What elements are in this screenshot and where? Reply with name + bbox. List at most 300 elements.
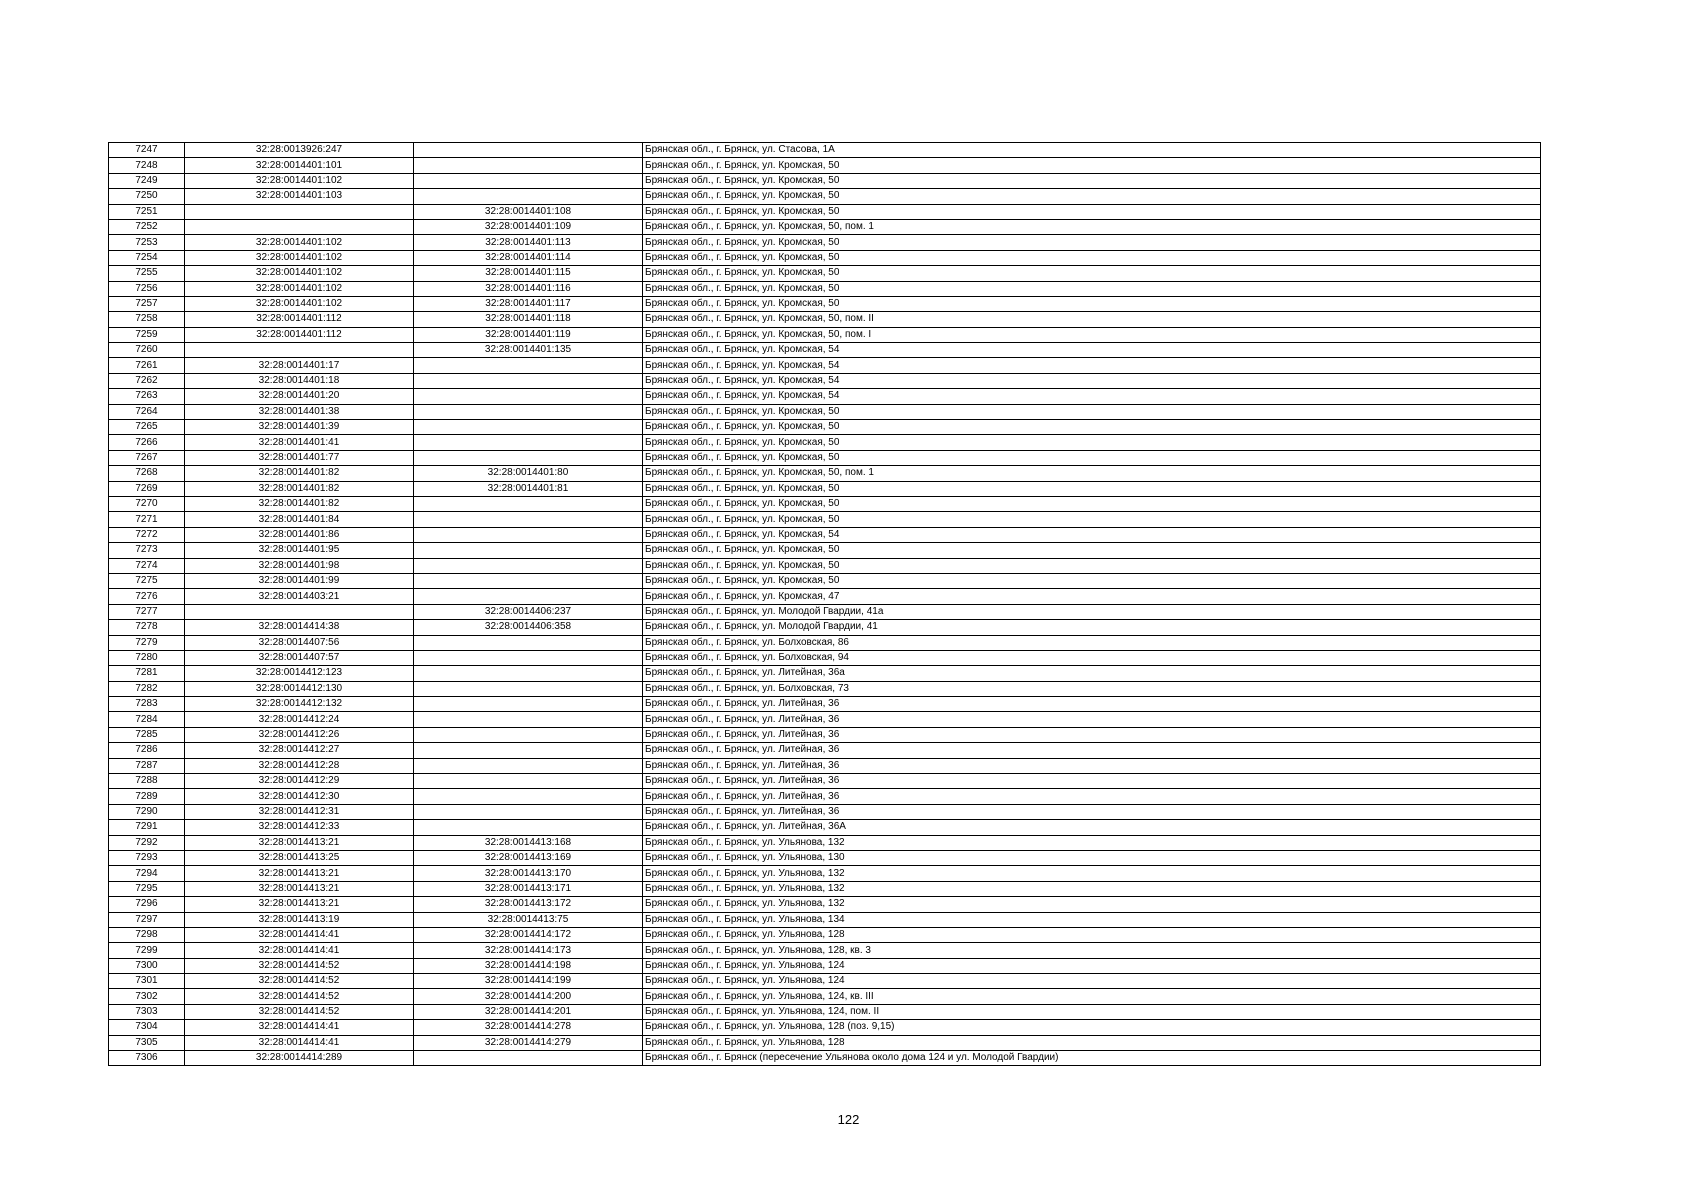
related-cadastral-number-cell xyxy=(414,435,643,450)
cadastral-number-cell: 32:28:0014401:41 xyxy=(185,435,414,450)
row-number-cell: 7269 xyxy=(109,481,185,496)
related-cadastral-number-cell: 32:28:0014401:119 xyxy=(414,327,643,342)
related-cadastral-number-cell xyxy=(414,373,643,388)
cadastral-number-cell: 32:28:0014403:21 xyxy=(185,589,414,604)
table-row xyxy=(109,496,1541,511)
row-number-cell: 7274 xyxy=(109,558,185,573)
row-number-cell: 7252 xyxy=(109,219,185,234)
address-cell: Брянская обл., г. Брянск, ул. Литейная, 36 xyxy=(643,727,1541,742)
table-row xyxy=(109,404,1541,419)
related-cadastral-number-cell xyxy=(414,420,643,435)
row-number-cell: 7306 xyxy=(109,1051,185,1066)
related-cadastral-number-cell xyxy=(414,143,643,158)
address-cell: Брянская обл., г. Брянск, ул. Ульянова, 124 xyxy=(643,974,1541,989)
table-row xyxy=(109,281,1541,296)
table-row xyxy=(109,573,1541,588)
address-cell: Брянская обл., г. Брянск, ул. Кромская, 54 xyxy=(643,343,1541,358)
cadastral-number-cell: 32:28:0014407:57 xyxy=(185,650,414,665)
table-row xyxy=(109,466,1541,481)
row-number-cell: 7285 xyxy=(109,727,185,742)
related-cadastral-number-cell: 32:28:0014401:117 xyxy=(414,296,643,311)
address-cell: Брянская обл., г. Брянск, ул. Кромская, 54 xyxy=(643,527,1541,542)
row-number-cell: 7282 xyxy=(109,681,185,696)
table-row xyxy=(109,820,1541,835)
table-row xyxy=(109,681,1541,696)
related-cadastral-number-cell xyxy=(414,758,643,773)
cadastral-number-cell: 32:28:0014401:102 xyxy=(185,281,414,296)
table-row xyxy=(109,943,1541,958)
related-cadastral-number-cell xyxy=(414,804,643,819)
row-number-cell: 7300 xyxy=(109,958,185,973)
table-row xyxy=(109,343,1541,358)
cadastral-number-cell: 32:28:0014401:86 xyxy=(185,527,414,542)
related-cadastral-number-cell: 32:28:0014401:116 xyxy=(414,281,643,296)
cadastral-number-cell: 32:28:0014401:39 xyxy=(185,420,414,435)
cadastral-number-cell: 32:28:0014401:103 xyxy=(185,189,414,204)
related-cadastral-number-cell xyxy=(414,666,643,681)
row-number-cell: 7286 xyxy=(109,743,185,758)
table-row xyxy=(109,219,1541,234)
address-cell: Брянская обл., г. Брянск (пересечение Ульянова около дома 124 и ул. Молодой Гвардии) xyxy=(643,1051,1541,1066)
row-number-cell: 7281 xyxy=(109,666,185,681)
row-number-cell: 7292 xyxy=(109,835,185,850)
cadastral-number-cell: 32:28:0014414:52 xyxy=(185,958,414,973)
address-cell: Брянская обл., г. Брянск, ул. Болховская, 94 xyxy=(643,650,1541,665)
table-row xyxy=(109,758,1541,773)
table-row xyxy=(109,743,1541,758)
cadastral-number-cell: 32:28:0014401:102 xyxy=(185,296,414,311)
row-number-cell: 7276 xyxy=(109,589,185,604)
cadastral-number-cell: 32:28:0014412:33 xyxy=(185,820,414,835)
table-row xyxy=(109,635,1541,650)
related-cadastral-number-cell xyxy=(414,681,643,696)
table-row xyxy=(109,866,1541,881)
related-cadastral-number-cell xyxy=(414,820,643,835)
table-row xyxy=(109,204,1541,219)
row-number-cell: 7255 xyxy=(109,266,185,281)
table-row xyxy=(109,650,1541,665)
row-number-cell: 7247 xyxy=(109,143,185,158)
row-number-cell: 7283 xyxy=(109,697,185,712)
table-row xyxy=(109,958,1541,973)
address-cell: Брянская обл., г. Брянск, ул. Молодой Гвардии, 41 xyxy=(643,620,1541,635)
cadastral-number-cell: 32:28:0014414:41 xyxy=(185,927,414,942)
row-number-cell: 7262 xyxy=(109,373,185,388)
cadastral-number-cell: 32:28:0014414:52 xyxy=(185,974,414,989)
address-cell: Брянская обл., г. Брянск, ул. Литейная, 36а xyxy=(643,666,1541,681)
cadastral-number-cell: 32:28:0014414:289 xyxy=(185,1051,414,1066)
related-cadastral-number-cell xyxy=(414,712,643,727)
related-cadastral-number-cell xyxy=(414,189,643,204)
related-cadastral-number-cell: 32:28:0014414:172 xyxy=(414,927,643,942)
cadastral-number-cell: 32:28:0014412:29 xyxy=(185,774,414,789)
address-cell: Брянская обл., г. Брянск, ул. Литейная, 36А xyxy=(643,820,1541,835)
row-number-cell: 7250 xyxy=(109,189,185,204)
address-cell: Брянская обл., г. Брянск, ул. Кромская, 50 xyxy=(643,235,1541,250)
cadastral-number-cell: 32:28:0014401:101 xyxy=(185,158,414,173)
address-cell: Брянская обл., г. Брянск, ул. Кромская, 50 xyxy=(643,450,1541,465)
table-row xyxy=(109,1051,1541,1066)
row-number-cell: 7284 xyxy=(109,712,185,727)
table-row xyxy=(109,850,1541,865)
table-row xyxy=(109,697,1541,712)
cadastral-number-cell: 32:28:0014412:27 xyxy=(185,743,414,758)
table-row xyxy=(109,927,1541,942)
cadastral-number-cell: 32:28:0014414:41 xyxy=(185,943,414,958)
address-cell: Брянская обл., г. Брянск, ул. Ульянова, 134 xyxy=(643,912,1541,927)
cadastral-number-cell: 32:28:0014413:19 xyxy=(185,912,414,927)
related-cadastral-number-cell xyxy=(414,589,643,604)
address-cell: Брянская обл., г. Брянск, ул. Кромская, 50, пом. II xyxy=(643,312,1541,327)
related-cadastral-number-cell xyxy=(414,743,643,758)
table-row xyxy=(109,881,1541,896)
row-number-cell: 7277 xyxy=(109,604,185,619)
cadastral-number-cell: 32:28:0014412:30 xyxy=(185,789,414,804)
row-number-cell: 7272 xyxy=(109,527,185,542)
related-cadastral-number-cell: 32:28:0014406:358 xyxy=(414,620,643,635)
related-cadastral-number-cell xyxy=(414,789,643,804)
address-cell: Брянская обл., г. Брянск, ул. Кромская, 54 xyxy=(643,358,1541,373)
cadastral-number-cell: 32:28:0014412:31 xyxy=(185,804,414,819)
cadastral-number-cell: 32:28:0014412:123 xyxy=(185,666,414,681)
address-cell: Брянская обл., г. Брянск, ул. Ульянова, 128 xyxy=(643,1035,1541,1050)
cadastral-number-cell: 32:28:0014401:112 xyxy=(185,312,414,327)
address-cell: Брянская обл., г. Брянск, ул. Кромская, 50 xyxy=(643,266,1541,281)
row-number-cell: 7299 xyxy=(109,943,185,958)
cadastral-number-cell: 32:28:0014414:38 xyxy=(185,620,414,635)
related-cadastral-number-cell xyxy=(414,158,643,173)
address-cell: Брянская обл., г. Брянск, ул. Ульянова, 128, кв. 3 xyxy=(643,943,1541,958)
table-row xyxy=(109,266,1541,281)
related-cadastral-number-cell xyxy=(414,650,643,665)
table-row xyxy=(109,327,1541,342)
address-cell: Брянская обл., г. Брянск, ул. Кромская, 50 xyxy=(643,296,1541,311)
related-cadastral-number-cell: 32:28:0014414:278 xyxy=(414,1020,643,1035)
table-row xyxy=(109,558,1541,573)
cadastral-number-cell: 32:28:0014412:132 xyxy=(185,697,414,712)
related-cadastral-number-cell: 32:28:0014406:237 xyxy=(414,604,643,619)
cadastral-number-cell: 32:28:0014401:82 xyxy=(185,481,414,496)
row-number-cell: 7266 xyxy=(109,435,185,450)
cadastral-number-cell xyxy=(185,219,414,234)
table-row xyxy=(109,189,1541,204)
cadastral-number-cell: 32:28:0014401:38 xyxy=(185,404,414,419)
address-cell: Брянская обл., г. Брянск, ул. Ульянова, 132 xyxy=(643,881,1541,896)
table-row xyxy=(109,543,1541,558)
address-cell: Брянская обл., г. Брянск, ул. Болховская, 86 xyxy=(643,635,1541,650)
cadastral-number-cell: 32:28:0014414:41 xyxy=(185,1035,414,1050)
cadastral-number-cell: 32:28:0014412:28 xyxy=(185,758,414,773)
related-cadastral-number-cell: 32:28:0014413:169 xyxy=(414,850,643,865)
row-number-cell: 7267 xyxy=(109,450,185,465)
table-row xyxy=(109,1020,1541,1035)
table-row xyxy=(109,435,1541,450)
related-cadastral-number-cell: 32:28:0014413:171 xyxy=(414,881,643,896)
address-cell: Брянская обл., г. Брянск, ул. Кромская, 50 xyxy=(643,250,1541,265)
address-cell: Брянская обл., г. Брянск, ул. Кромская, 50 xyxy=(643,481,1541,496)
table-row xyxy=(109,1035,1541,1050)
related-cadastral-number-cell: 32:28:0014401:115 xyxy=(414,266,643,281)
address-cell: Брянская обл., г. Брянск, ул. Кромская, 50 xyxy=(643,435,1541,450)
cadastral-number-cell xyxy=(185,604,414,619)
row-number-cell: 7261 xyxy=(109,358,185,373)
related-cadastral-number-cell xyxy=(414,727,643,742)
cadastral-number-cell: 32:28:0014401:102 xyxy=(185,266,414,281)
table-row xyxy=(109,389,1541,404)
address-cell: Брянская обл., г. Брянск, ул. Литейная, 36 xyxy=(643,804,1541,819)
row-number-cell: 7259 xyxy=(109,327,185,342)
table-row xyxy=(109,512,1541,527)
table-row xyxy=(109,296,1541,311)
table-row xyxy=(109,158,1541,173)
cadastral-number-cell: 32:28:0014401:77 xyxy=(185,450,414,465)
address-cell: Брянская обл., г. Брянск, ул. Ульянова, 132 xyxy=(643,866,1541,881)
address-cell: Брянская обл., г. Брянск, ул. Кромская, 50, пом. I xyxy=(643,327,1541,342)
related-cadastral-number-cell xyxy=(414,635,643,650)
related-cadastral-number-cell xyxy=(414,496,643,511)
cadastral-number-cell: 32:28:0014413:25 xyxy=(185,850,414,865)
cadastral-number-cell: 32:28:0014413:21 xyxy=(185,866,414,881)
row-number-cell: 7256 xyxy=(109,281,185,296)
table-row xyxy=(109,789,1541,804)
cadastral-number-cell xyxy=(185,204,414,219)
address-cell: Брянская обл., г. Брянск, ул. Литейная, 36 xyxy=(643,758,1541,773)
table-row xyxy=(109,527,1541,542)
row-number-cell: 7297 xyxy=(109,912,185,927)
row-number-cell: 7279 xyxy=(109,635,185,650)
cadastral-table xyxy=(108,142,1541,1066)
related-cadastral-number-cell: 32:28:0014413:75 xyxy=(414,912,643,927)
address-cell: Брянская обл., г. Брянск, ул. Кромская, 50 xyxy=(643,420,1541,435)
row-number-cell: 7294 xyxy=(109,866,185,881)
table-row xyxy=(109,250,1541,265)
address-cell: Брянская обл., г. Брянск, ул. Ульянова, 130 xyxy=(643,850,1541,865)
address-cell: Брянская обл., г. Брянск, ул. Кромская, 54 xyxy=(643,389,1541,404)
table-row xyxy=(109,835,1541,850)
cadastral-number-cell: 32:28:0014407:56 xyxy=(185,635,414,650)
cadastral-number-cell: 32:28:0014413:21 xyxy=(185,835,414,850)
address-cell: Брянская обл., г. Брянск, ул. Кромская, 50 xyxy=(643,281,1541,296)
table-row xyxy=(109,589,1541,604)
related-cadastral-number-cell: 32:28:0014413:172 xyxy=(414,897,643,912)
related-cadastral-number-cell xyxy=(414,573,643,588)
row-number-cell: 7288 xyxy=(109,774,185,789)
related-cadastral-number-cell: 32:28:0014401:80 xyxy=(414,466,643,481)
address-cell: Брянская обл., г. Брянск, ул. Кромская, 50 xyxy=(643,496,1541,511)
row-number-cell: 7278 xyxy=(109,620,185,635)
related-cadastral-number-cell: 32:28:0014414:279 xyxy=(414,1035,643,1050)
cadastral-number-cell: 32:28:0014401:82 xyxy=(185,496,414,511)
related-cadastral-number-cell: 32:28:0014414:199 xyxy=(414,974,643,989)
related-cadastral-number-cell xyxy=(414,389,643,404)
table-row xyxy=(109,235,1541,250)
cadastral-number-cell: 32:28:0014401:102 xyxy=(185,173,414,188)
row-number-cell: 7289 xyxy=(109,789,185,804)
related-cadastral-number-cell: 32:28:0014401:81 xyxy=(414,481,643,496)
related-cadastral-number-cell xyxy=(414,697,643,712)
related-cadastral-number-cell xyxy=(414,512,643,527)
page-number: 122 xyxy=(837,1112,860,1127)
row-number-cell: 7248 xyxy=(109,158,185,173)
address-cell: Брянская обл., г. Брянск, ул. Кромская, 47 xyxy=(643,589,1541,604)
cadastral-number-cell: 32:28:0014401:102 xyxy=(185,250,414,265)
table-row xyxy=(109,712,1541,727)
table-row xyxy=(109,173,1541,188)
cadastral-number-cell: 32:28:0014414:52 xyxy=(185,989,414,1004)
cadastral-number-cell: 32:28:0014401:102 xyxy=(185,235,414,250)
row-number-cell: 7305 xyxy=(109,1035,185,1050)
row-number-cell: 7291 xyxy=(109,820,185,835)
related-cadastral-number-cell: 32:28:0014414:201 xyxy=(414,1004,643,1019)
cadastral-number-cell: 32:28:0014412:26 xyxy=(185,727,414,742)
cadastral-number-cell: 32:28:0014414:41 xyxy=(185,1020,414,1035)
related-cadastral-number-cell xyxy=(414,358,643,373)
related-cadastral-number-cell xyxy=(414,173,643,188)
row-number-cell: 7265 xyxy=(109,420,185,435)
cadastral-number-cell: 32:28:0014401:98 xyxy=(185,558,414,573)
related-cadastral-number-cell xyxy=(414,1051,643,1066)
row-number-cell: 7260 xyxy=(109,343,185,358)
related-cadastral-number-cell xyxy=(414,450,643,465)
cadastral-number-cell: 32:28:0014401:99 xyxy=(185,573,414,588)
row-number-cell: 7287 xyxy=(109,758,185,773)
address-cell: Брянская обл., г. Брянск, ул. Кромская, 50, пом. 1 xyxy=(643,219,1541,234)
table-row xyxy=(109,804,1541,819)
table-row xyxy=(109,989,1541,1004)
cadastral-number-cell: 32:28:0014401:20 xyxy=(185,389,414,404)
row-number-cell: 7304 xyxy=(109,1020,185,1035)
address-cell: Брянская обл., г. Брянск, ул. Кромская, 50 xyxy=(643,558,1541,573)
table-row xyxy=(109,604,1541,619)
cadastral-number-cell xyxy=(185,343,414,358)
address-cell: Брянская обл., г. Брянск, ул. Ульянова, 124, пом. II xyxy=(643,1004,1541,1019)
related-cadastral-number-cell xyxy=(414,558,643,573)
address-cell: Брянская обл., г. Брянск, ул. Литейная, 36 xyxy=(643,697,1541,712)
row-number-cell: 7295 xyxy=(109,881,185,896)
row-number-cell: 7270 xyxy=(109,496,185,511)
row-number-cell: 7254 xyxy=(109,250,185,265)
row-number-cell: 7301 xyxy=(109,974,185,989)
row-number-cell: 7273 xyxy=(109,543,185,558)
table-row xyxy=(109,358,1541,373)
related-cadastral-number-cell: 32:28:0014401:113 xyxy=(414,235,643,250)
related-cadastral-number-cell xyxy=(414,543,643,558)
address-cell: Брянская обл., г. Брянск, ул. Кромская, 54 xyxy=(643,373,1541,388)
address-cell: Брянская обл., г. Брянск, ул. Кромская, 50 xyxy=(643,512,1541,527)
cadastral-number-cell: 32:28:0014413:21 xyxy=(185,897,414,912)
table-row xyxy=(109,620,1541,635)
address-cell: Брянская обл., г. Брянск, ул. Литейная, 36 xyxy=(643,789,1541,804)
row-number-cell: 7253 xyxy=(109,235,185,250)
related-cadastral-number-cell: 32:28:0014401:108 xyxy=(414,204,643,219)
row-number-cell: 7296 xyxy=(109,897,185,912)
row-number-cell: 7258 xyxy=(109,312,185,327)
row-number-cell: 7303 xyxy=(109,1004,185,1019)
table-row xyxy=(109,974,1541,989)
cadastral-number-cell: 32:28:0013926:247 xyxy=(185,143,414,158)
row-number-cell: 7293 xyxy=(109,850,185,865)
cadastral-number-cell: 32:28:0014412:24 xyxy=(185,712,414,727)
table-row xyxy=(109,450,1541,465)
table-row xyxy=(109,143,1541,158)
related-cadastral-number-cell: 32:28:0014413:168 xyxy=(414,835,643,850)
related-cadastral-number-cell: 32:28:0014401:135 xyxy=(414,343,643,358)
table-row xyxy=(109,727,1541,742)
address-cell: Брянская обл., г. Брянск, ул. Ульянова, 128 xyxy=(643,927,1541,942)
table-row xyxy=(109,1004,1541,1019)
table-row xyxy=(109,897,1541,912)
address-cell: Брянская обл., г. Брянск, ул. Кромская, 50 xyxy=(643,404,1541,419)
table-row xyxy=(109,774,1541,789)
related-cadastral-number-cell: 32:28:0014414:198 xyxy=(414,958,643,973)
cadastral-number-cell: 32:28:0014414:52 xyxy=(185,1004,414,1019)
cadastral-number-cell: 32:28:0014401:82 xyxy=(185,466,414,481)
address-cell: Брянская обл., г. Брянск, ул. Ульянова, 132 xyxy=(643,897,1541,912)
row-number-cell: 7249 xyxy=(109,173,185,188)
related-cadastral-number-cell: 32:28:0014401:109 xyxy=(414,219,643,234)
table-row xyxy=(109,312,1541,327)
address-cell: Брянская обл., г. Брянск, ул. Кромская, 50 xyxy=(643,158,1541,173)
cadastral-number-cell: 32:28:0014401:112 xyxy=(185,327,414,342)
address-cell: Брянская обл., г. Брянск, ул. Ульянова, 132 xyxy=(643,835,1541,850)
row-number-cell: 7268 xyxy=(109,466,185,481)
row-number-cell: 7271 xyxy=(109,512,185,527)
address-cell: Брянская обл., г. Брянск, ул. Кромская, 50 xyxy=(643,189,1541,204)
table-row xyxy=(109,420,1541,435)
cadastral-number-cell: 32:28:0014401:95 xyxy=(185,543,414,558)
cadastral-number-cell: 32:28:0014412:130 xyxy=(185,681,414,696)
address-cell: Брянская обл., г. Брянск, ул. Ульянова, 124, кв. III xyxy=(643,989,1541,1004)
row-number-cell: 7275 xyxy=(109,573,185,588)
related-cadastral-number-cell: 32:28:0014413:170 xyxy=(414,866,643,881)
row-number-cell: 7290 xyxy=(109,804,185,819)
row-number-cell: 7263 xyxy=(109,389,185,404)
related-cadastral-number-cell xyxy=(414,527,643,542)
address-cell: Брянская обл., г. Брянск, ул. Стасова, 1А xyxy=(643,143,1541,158)
table-row xyxy=(109,666,1541,681)
cadastral-number-cell: 32:28:0014413:21 xyxy=(185,881,414,896)
row-number-cell: 7298 xyxy=(109,927,185,942)
address-cell: Брянская обл., г. Брянск, ул. Кромская, 50 xyxy=(643,573,1541,588)
related-cadastral-number-cell: 32:28:0014401:114 xyxy=(414,250,643,265)
row-number-cell: 7257 xyxy=(109,296,185,311)
related-cadastral-number-cell xyxy=(414,404,643,419)
related-cadastral-number-cell: 32:28:0014414:200 xyxy=(414,989,643,1004)
address-cell: Брянская обл., г. Брянск, ул. Кромская, 50 xyxy=(643,543,1541,558)
address-cell: Брянская обл., г. Брянск, ул. Молодой Гвардии, 41а xyxy=(643,604,1541,619)
related-cadastral-number-cell: 32:28:0014414:173 xyxy=(414,943,643,958)
cadastral-number-cell: 32:28:0014401:84 xyxy=(185,512,414,527)
address-cell: Брянская обл., г. Брянск, ул. Литейная, 36 xyxy=(643,712,1541,727)
address-cell: Брянская обл., г. Брянск, ул. Ульянова, 124 xyxy=(643,958,1541,973)
table-row xyxy=(109,373,1541,388)
related-cadastral-number-cell: 32:28:0014401:118 xyxy=(414,312,643,327)
address-cell: Брянская обл., г. Брянск, ул. Кромская, 50, пом. 1 xyxy=(643,466,1541,481)
cadastral-number-cell: 32:28:0014401:17 xyxy=(185,358,414,373)
row-number-cell: 7280 xyxy=(109,650,185,665)
table-row xyxy=(109,481,1541,496)
address-cell: Брянская обл., г. Брянск, ул. Литейная, 36 xyxy=(643,743,1541,758)
related-cadastral-number-cell xyxy=(414,774,643,789)
cadastral-number-cell: 32:28:0014401:18 xyxy=(185,373,414,388)
address-cell: Брянская обл., г. Брянск, ул. Ульянова, 128 (поз. 9,15) xyxy=(643,1020,1541,1035)
row-number-cell: 7264 xyxy=(109,404,185,419)
address-cell: Брянская обл., г. Брянск, ул. Болховская, 73 xyxy=(643,681,1541,696)
address-cell: Брянская обл., г. Брянск, ул. Кромская, 50 xyxy=(643,173,1541,188)
table-row xyxy=(109,912,1541,927)
table-body xyxy=(109,143,1541,1066)
row-number-cell: 7302 xyxy=(109,989,185,1004)
